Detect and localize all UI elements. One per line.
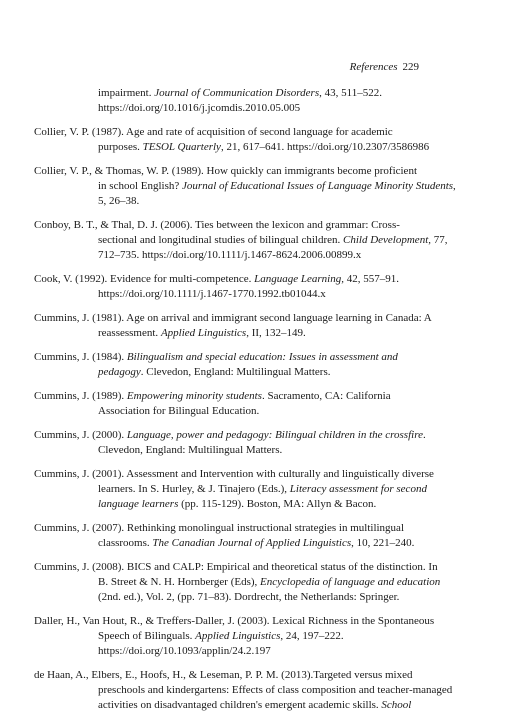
reference-line [34, 140, 511, 155]
italic-title: Journal of Communication Disorders [154, 87, 320, 99]
italic-title: Empowering minority students [126, 390, 262, 402]
reference-text: in school English? [98, 180, 183, 192]
reference-line [34, 521, 511, 536]
reference-line [34, 389, 511, 404]
reference-text: , 10, 221–240. [351, 537, 415, 549]
running-head-label: References [349, 61, 398, 73]
reference-line [34, 668, 511, 683]
reference-text: Cummins, J. (2000). [34, 429, 127, 441]
reference-text: preschools and kindergartens: Effects of class composition and teacher-managed [98, 684, 453, 696]
reference-line [34, 326, 511, 341]
reference-entry [0, 164, 511, 209]
reference-line [34, 287, 511, 302]
reference-line [34, 218, 511, 233]
italic-title: The Canadian Journal of Applied Linguistics [152, 537, 352, 549]
reference-text: 5, 26–38. [98, 195, 140, 207]
reference-line [34, 575, 511, 590]
reference-text: , [453, 180, 456, 192]
reference-line [34, 125, 511, 140]
italic-title: Applied Linguistics [160, 327, 247, 339]
running-head [350, 61, 419, 74]
italic-title: TESOL Quarterly [142, 141, 221, 153]
reference-text: https://doi.org/10.1016/j.jcomdis.2010.05.005 [98, 102, 301, 114]
reference-text: , 77, [428, 234, 448, 246]
reference-text: Collier, V. P., & Thomas, W. P. (1989). How quickly can immigrants become proficient [34, 165, 417, 177]
reference-text: Speech of Bilinguals. [98, 630, 196, 642]
reference-line [34, 497, 511, 512]
reference-text: Cummins, J. (2001). Assessment and Intervention with culturally and linguistically diverse [34, 468, 434, 480]
reference-text: , 43, 511–522. [319, 87, 382, 99]
reference-text: 42, 557–91. [344, 273, 399, 285]
reference-line [34, 683, 511, 698]
reference-entry [0, 521, 511, 551]
reference-entry [0, 218, 511, 263]
reference-text: Cummins, J. (2007). Rethinking monolingual instructional strategies in multilingual [34, 522, 404, 534]
italic-title: Literacy assessment for second [289, 483, 427, 495]
reference-entry [0, 311, 511, 341]
reference-text: Collier, V. P. (1987). Age and rate of acquisition of second language for academic [34, 126, 393, 138]
reference-text: , 21, 617–641. https://doi.org/10.2307/3586986 [220, 141, 430, 153]
reference-text: https://doi.org/10.1093/applin/24.2.197 [98, 645, 271, 657]
reference-line [34, 614, 511, 629]
reference-entry [0, 560, 511, 605]
reference-text: activities on disadvantaged children's emergent academic skills. [98, 699, 382, 711]
reference-entry [0, 428, 511, 458]
reference-text: sectional and longitudinal studies of bilingual children. [98, 234, 344, 246]
reference-text: Cummins, J. (1989). [34, 390, 127, 402]
reference-text: purposes. [98, 141, 143, 153]
italic-title: Journal of Educational Issues of Language Minority Students [182, 180, 454, 192]
reference-text: impairment. [98, 87, 155, 99]
reference-entry [0, 350, 511, 380]
italic-title: Bilingualism and special education: Issues in assessment and [126, 351, 398, 363]
reference-line [34, 536, 511, 551]
reference-line [34, 629, 511, 644]
reference-text: . [422, 429, 426, 441]
reference-text: learners. In S. Hurley, & J. Tinajero (Eds.), [98, 483, 290, 495]
reference-entry [0, 668, 511, 713]
reference-text: , 24, 197–222. [280, 630, 344, 642]
reference-entry [0, 614, 511, 659]
reference-text: B. Street & N. H. Hornberger (Eds), [98, 576, 261, 588]
reference-text: Cummins, J. (2008). BICS and CALP: Empirical and theoretical status of the distinction. In [34, 561, 438, 573]
reference-text: Conboy, B. T., & Thal, D. J. (2006). Ties between the lexicon and grammar: Cross- [34, 219, 400, 231]
reference-text: 712–735. https://doi.org/10.1111/j.1467-8624.2006.00899.x [98, 249, 362, 261]
reference-line [34, 101, 511, 116]
reference-line [34, 644, 511, 659]
reference-line [34, 272, 511, 287]
reference-line [34, 404, 511, 419]
reference-text: reassessment. [98, 327, 161, 339]
reference-line [34, 698, 511, 713]
reference-line [34, 560, 511, 575]
reference-text: de Haan, A., Elbers, E., Hoofs, H., & Leseman, P. P. M. (2013).Targeted versus mixed [34, 669, 413, 681]
reference-line [34, 350, 511, 365]
italic-title: Language, power and pedagogy: Bilingual children in the crossfire [126, 429, 423, 441]
reference-text: Cummins, J. (1981). Age on arrival and immigrant second language learning in Canada: A [34, 312, 432, 324]
reference-text: , II, 132–149. [246, 327, 306, 339]
reference-line [34, 365, 511, 380]
italic-title: School [381, 699, 412, 711]
reference-text: Cummins, J. (1984). [34, 351, 127, 363]
reference-entry [0, 86, 511, 116]
italic-title: Language Learning, [254, 273, 344, 285]
italic-title: Encyclopedia of language and education [260, 576, 441, 588]
reference-text: Clevedon, England: Multilingual Matters. [98, 444, 283, 456]
reference-text: https://doi.org/10.1111/j.1467-1770.1992.tb01044.x [98, 288, 326, 300]
reference-line [34, 248, 511, 263]
reference-text: (pp. 115-129). Boston, MA: Allyn & Bacon. [178, 498, 377, 510]
italic-title: pedagogy [98, 366, 141, 378]
reference-text: Association for Bilingual Education. [98, 405, 260, 417]
reference-line [34, 179, 511, 194]
reference-text: Daller, H., Van Hout, R., & Treffers-Daller, J. (2003). Lexical Richness in the Spontaneous [34, 615, 435, 627]
reference-text: Cook, V. (1992). Evidence for multi-competence. [34, 273, 255, 285]
reference-line [34, 233, 511, 248]
reference-line [34, 164, 511, 179]
reference-entry [0, 467, 511, 512]
reference-text: classrooms. [98, 537, 153, 549]
italic-title: language learners [98, 498, 179, 510]
italic-title: Child Development [343, 234, 429, 246]
reference-entry [0, 125, 511, 155]
reference-list [0, 86, 511, 722]
italic-title: Applied Linguistics [195, 630, 281, 642]
reference-line [34, 467, 511, 482]
reference-line [34, 482, 511, 497]
reference-entry [0, 389, 511, 419]
reference-text: . Clevedon, England: Multilingual Matters. [140, 366, 331, 378]
reference-line [34, 590, 511, 605]
reference-line [34, 194, 511, 209]
reference-text: . Sacramento, CA: California [261, 390, 391, 402]
reference-line [34, 443, 511, 458]
reference-line [34, 428, 511, 443]
page-number: 229 [402, 61, 419, 73]
reference-line [34, 311, 511, 326]
reference-line [34, 86, 511, 101]
reference-entry [0, 272, 511, 302]
reference-text: (2nd. ed.), Vol. 2, (pp. 71–83). Dordrecht, the Netherlands: Springer. [98, 591, 400, 603]
